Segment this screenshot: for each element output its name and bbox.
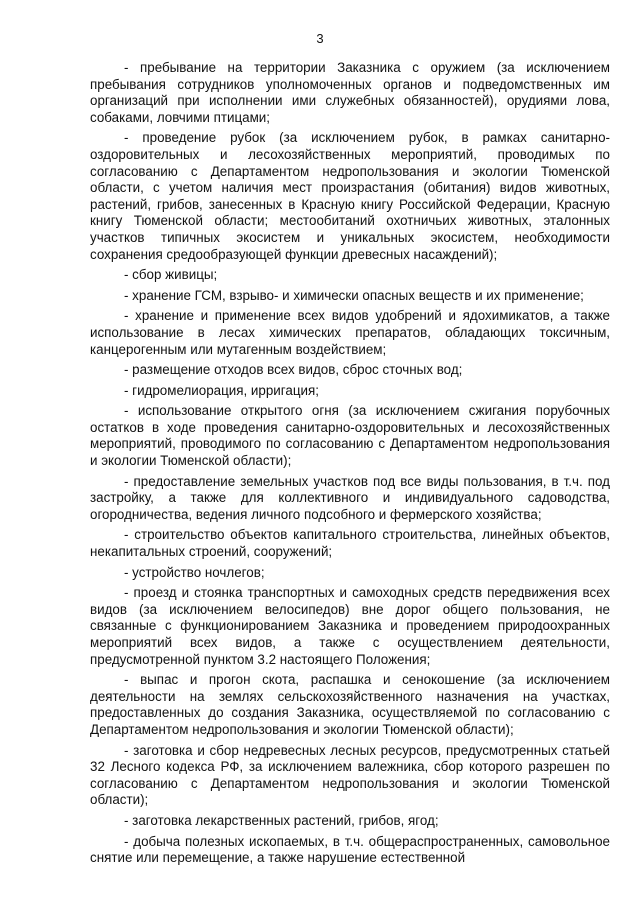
list-item: - выпас и прогон скота, распашка и сенокошение (за исключением деятельности на землях сельскохозяйственного назначения на участках, предоставленных до создания Заказника, осуществляемой по согласованию с Департаментом недропользования и экологии Тюменской области); (90, 672, 610, 737)
list-item: - гидромелиорация, ирригация; (124, 382, 319, 398)
document-body (90, 60, 610, 867)
list-item: - добыча полезных ископаемых, в т.ч. общераспространенных, самовольное снятие или перемещение, а также нарушение естественной (90, 833, 610, 866)
list-item: - размещение отходов всех видов, сброс сточных вод; (124, 362, 463, 378)
list-item: - предоставление земельных участков под все виды пользования, в т.ч. под застройку, а также для коллективного и индивидуального садоводства, огородничества, ведения личного подсобного и фермерского хозяйства; (90, 473, 610, 522)
list-item: - заготовка лекарственных растений, грибов, ягод; (124, 812, 439, 828)
list-item: - хранение ГСМ, взрыво- и химически опасных веществ и их применение; (124, 287, 584, 303)
list-item: - проезд и стоянка транспортных и самоходных средств передвижения всех видов (за исключением велосипедов) вне дорог общего пользования, не связанные с функционированием Заказника и проведением природоохранных мероприятий всех видов, а также с осуществлением деятельности, предусмотренной пунктом 3.2 настоящего Положения; (90, 585, 610, 667)
list-item: - строительство объектов капитального строительства, линейных объектов, некапитальных строений, сооружений; (90, 527, 610, 560)
list-item: - сбор живицы; (124, 267, 218, 283)
list-item: - использование открытого огня (за исключением сжигания порубочных остатков в ходе проведения санитарно-оздоровительных и лесохозяйственных мероприятий, проводимого по согласованию с Департаментом недропользования и экологии Тюменской области); (90, 403, 610, 469)
list-item: - пребывание на территории Заказника с оружием (за исключением пребывания сотрудников уполномоченных органов и подведомственных им организаций при исполнении ими служебных обязанностей), орудиями лова, собаками, ловчими птицами; (90, 60, 610, 125)
list-item: - устройство ночлегов; (124, 564, 265, 580)
list-item: - проведение рубок (за исключением рубок, в рамках санитарно-оздоровительных и лесохозяйственных мероприятий, проводимых по согласованию с Департаментом недропользования и экологии Тюменской области, с учетом наличия мест произрастания (обитания) видов животных, растений, грибов, занесенных в Красную книгу Российской Федерации, Красную книгу Тюменской области; местообитаний охотничьих животных, эталонных участков типичных экосистем и уникальных экосистем, необходимости сохранения средообразующей функции древесных насаждений); (90, 130, 610, 262)
page-number: 3 (316, 31, 324, 46)
list-item: - заготовка и сбор недревесных лесных ресурсов, предусмотренных статьей 32 Лесного кодекса РФ, за исключением валежника, сбор которого разрешен по согласованию с Департаментом недропользования и экологии Тюменской области); (90, 742, 610, 808)
list-item: - хранение и применение всех видов удобрений и ядохимикатов, а также использование в лесах химических препаратов, обладающих токсичным, канцерогенным или мутагенным воздействием; (90, 308, 610, 357)
